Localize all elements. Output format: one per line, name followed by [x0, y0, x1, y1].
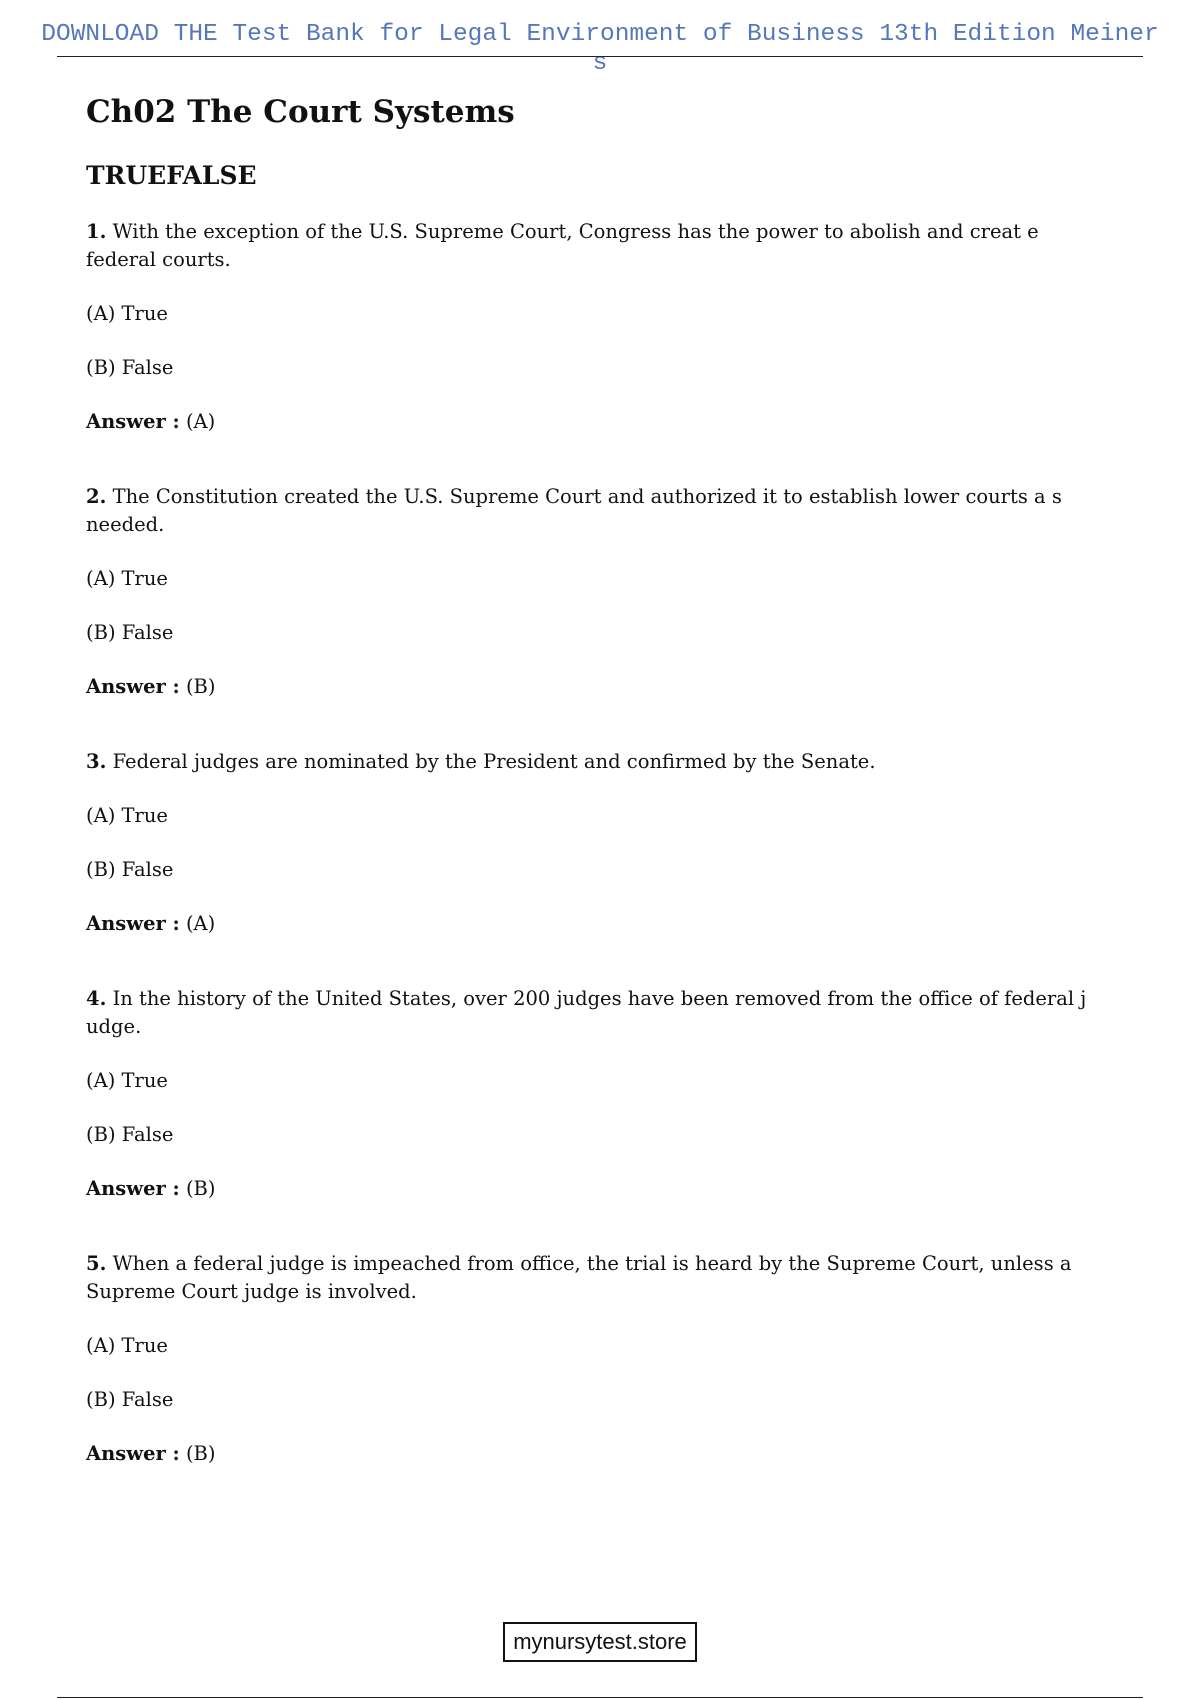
question-body: In the history of the United States, over 200 judges have been removed from the office of federal j udge. [86, 987, 1087, 1038]
answer-value: (A) [185, 410, 216, 433]
footer-site-link[interactable]: mynursytest.store [503, 1622, 697, 1662]
option-b: (B) False [86, 1123, 174, 1146]
answer-value: (B) [185, 1177, 216, 1200]
option-b: (B) False [86, 1388, 174, 1411]
option-a: (A) True [86, 804, 168, 827]
option-a: (A) True [86, 567, 168, 590]
question-number: 4. [86, 987, 107, 1010]
question-number: 3. [86, 750, 107, 773]
chapter-title: Ch02 The Court Systems [86, 94, 515, 130]
question-body: The Constitution created the U.S. Supreme Court and authorized it to establish lower courts a s needed. [86, 485, 1062, 536]
question-text [86, 218, 1096, 274]
question-text [86, 748, 1096, 776]
answer-line [86, 673, 1096, 701]
banner-line-2[interactable]: s [592, 50, 608, 77]
question-number: 2. [86, 485, 107, 508]
banner-line-1[interactable]: DOWNLOAD THE Test Bank for Legal Environment of Business 13th Edition Meiner [41, 21, 1159, 48]
question-item [86, 1250, 1096, 1468]
footer [0, 1622, 1200, 1662]
question-list [86, 218, 1096, 1468]
option-b: (B) False [86, 356, 174, 379]
answer-label: Answer : [86, 410, 180, 433]
section-title: TRUEFALSE [86, 161, 257, 190]
question-text [86, 1250, 1096, 1306]
download-banner[interactable] [0, 20, 1200, 78]
question-item [86, 483, 1096, 701]
answer-value: (A) [185, 912, 216, 935]
footer-divider [57, 1697, 1143, 1698]
document-body [86, 90, 1096, 1515]
answer-label: Answer : [86, 675, 180, 698]
answer-value: (B) [185, 675, 216, 698]
option-b: (B) False [86, 621, 174, 644]
question-number: 1. [86, 220, 107, 243]
answer-value: (B) [185, 1442, 216, 1465]
question-body: Federal judges are nominated by the President and confirmed by the Senate. [112, 750, 876, 773]
answer-label: Answer : [86, 1177, 180, 1200]
answer-label: Answer : [86, 1442, 180, 1465]
header-divider [57, 56, 1143, 57]
answer-line [86, 910, 1096, 938]
question-number: 5. [86, 1252, 107, 1275]
option-a: (A) True [86, 302, 168, 325]
answer-line [86, 1175, 1096, 1203]
question-text [86, 483, 1096, 539]
option-a: (A) True [86, 1334, 168, 1357]
question-item [86, 218, 1096, 436]
question-body: When a federal judge is impeached from office, the trial is heard by the Supreme Court, unless a Supreme Court judge is involved. [86, 1252, 1072, 1303]
option-b: (B) False [86, 858, 174, 881]
answer-line [86, 1440, 1096, 1468]
question-body: With the exception of the U.S. Supreme Court, Congress has the power to abolish and creat e federal courts. [86, 220, 1039, 271]
question-item [86, 985, 1096, 1203]
answer-line [86, 408, 1096, 436]
option-a: (A) True [86, 1069, 168, 1092]
question-text [86, 985, 1096, 1041]
question-item [86, 748, 1096, 938]
answer-label: Answer : [86, 912, 180, 935]
